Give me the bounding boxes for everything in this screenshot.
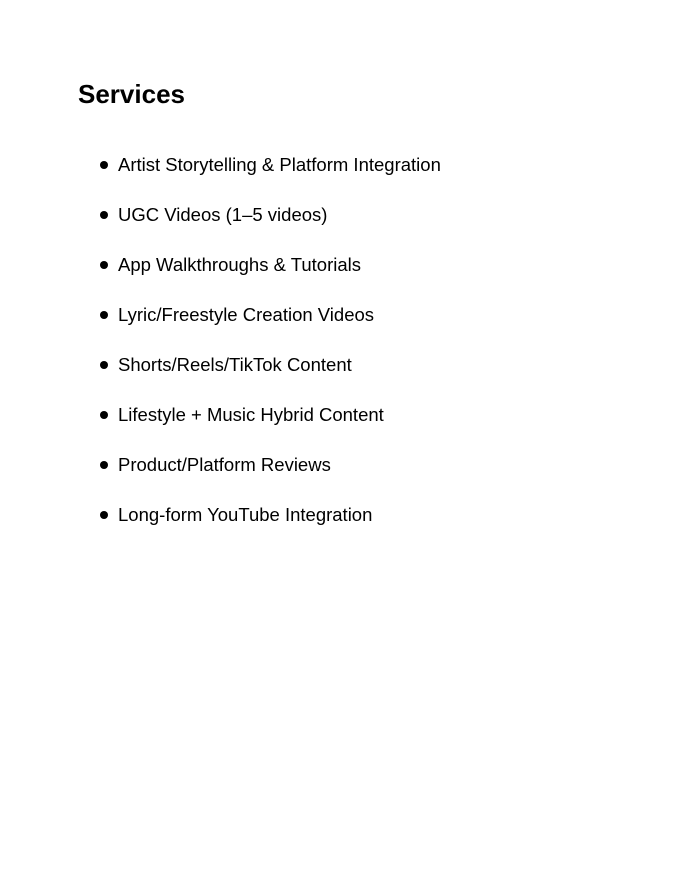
service-label: Product/Platform Reviews (118, 454, 331, 475)
bullet-icon (100, 461, 108, 469)
service-label: Shorts/Reels/TikTok Content (118, 354, 352, 375)
service-label: Long-form YouTube Integration (118, 504, 373, 525)
service-label: App Walkthroughs & Tutorials (118, 254, 362, 275)
bullet-icon (100, 361, 108, 369)
page-title: Services (78, 79, 185, 109)
bullet-icon (100, 161, 108, 169)
bullet-icon (100, 211, 108, 219)
service-label: Lifestyle + Music Hybrid Content (118, 404, 384, 425)
service-label: Artist Storytelling & Platform Integration (118, 154, 441, 175)
service-label: UGC Videos (1–5 videos) (118, 204, 328, 225)
bullet-icon (100, 311, 108, 319)
bullet-icon (100, 411, 108, 419)
bullet-icon (100, 511, 108, 519)
bullet-icon (100, 261, 108, 269)
service-label: Lyric/Freestyle Creation Videos (118, 304, 375, 325)
